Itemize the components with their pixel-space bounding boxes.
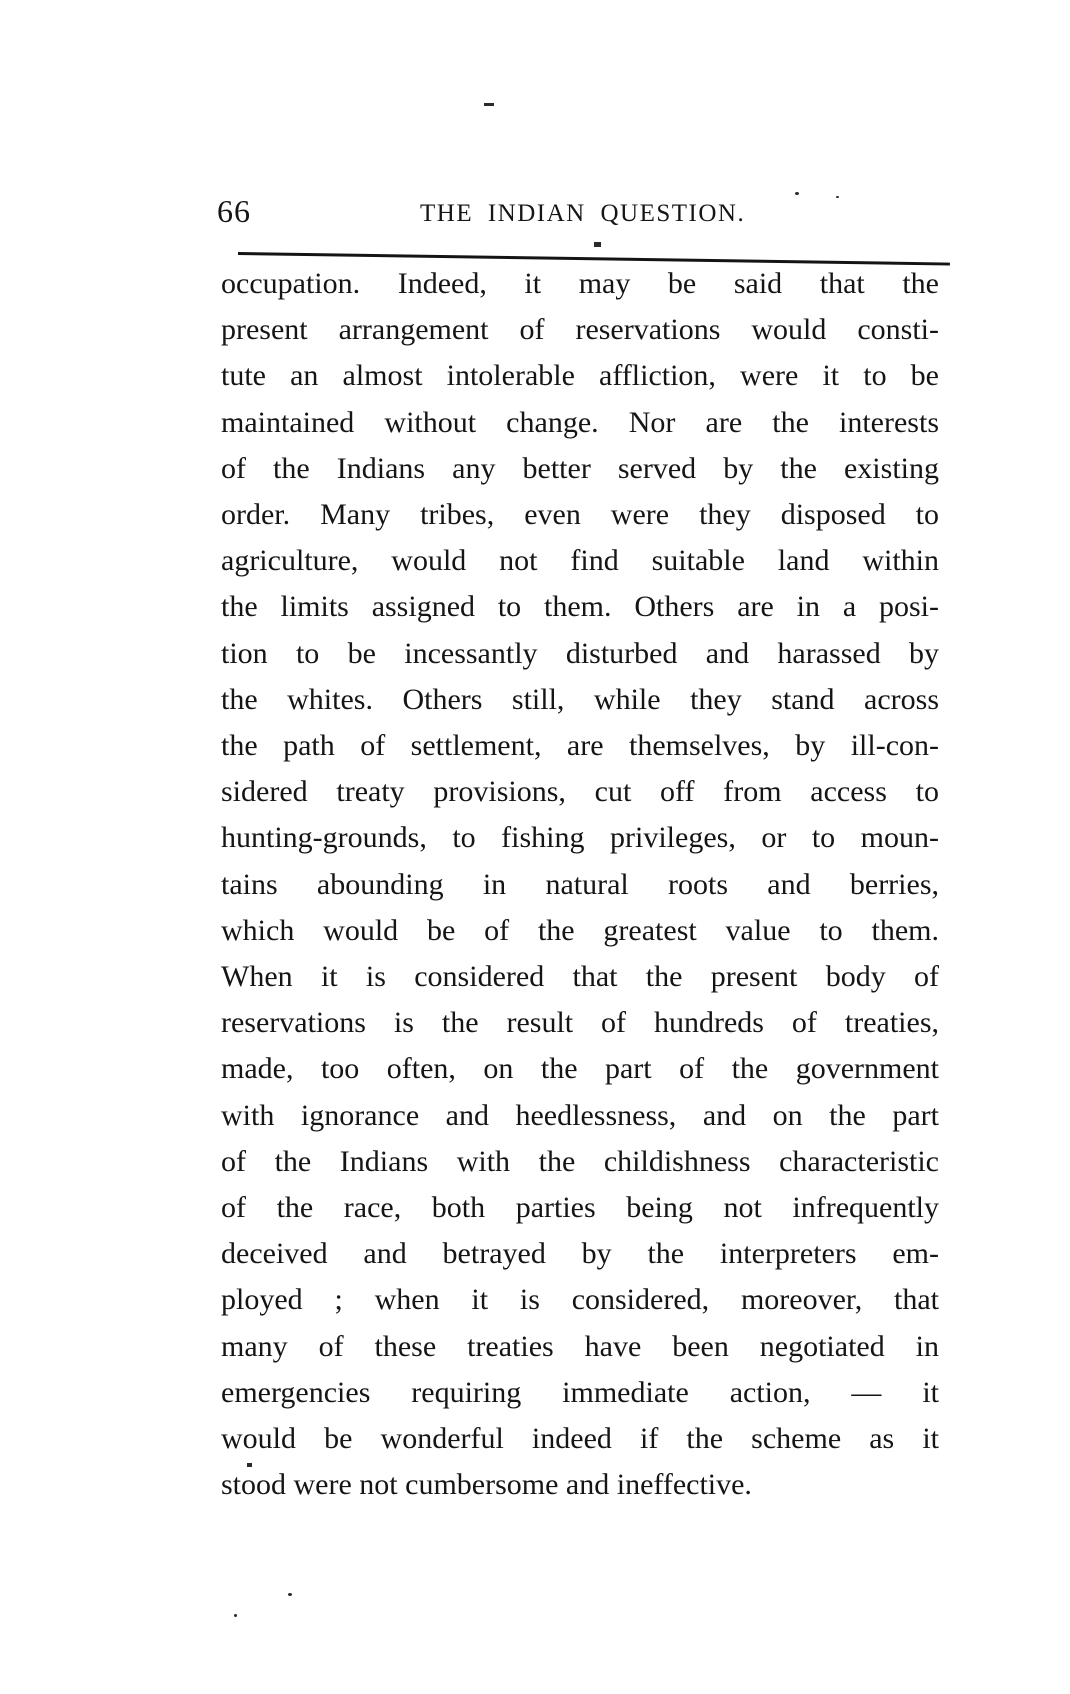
text-line: agriculture, would not find suitable land within [221,544,939,578]
text-line: When it is considered that the present body of [221,960,939,994]
text-line: hunting-grounds, to fishing privileges, or to moun- [221,821,939,855]
text-line: the path of settlement, are themselves, by ill-con- [221,729,939,763]
text-line: many of these treaties have been negotiated in [221,1329,939,1363]
text-line: stood were not cumbersome and ineffective. [221,1468,752,1502]
text-line: tion to be incessantly disturbed and harassed by [221,636,939,670]
running-title: THE INDIAN QUESTION. [420,200,746,227]
scan-speck [836,196,839,198]
text-line: would be wonderful indeed if the scheme as it [221,1422,939,1456]
text-line: with ignorance and heedlessness, and on the part [221,1098,939,1132]
text-line: of the Indians any better served by the existing [221,451,939,485]
page-body [221,261,939,1508]
text-line: of the Indians with the childishness characteristic [221,1144,939,1178]
text-line: occupation. Indeed, it may be said that the [221,267,939,300]
text-line: the whites. Others still, while they stand across [221,682,939,716]
text-line: deceived and betrayed by the interpreters em- [221,1237,939,1271]
text-line: tute an almost intolerable affliction, were it to be [221,359,939,393]
text-line: tains abounding in natural roots and berries, [221,867,939,901]
text-line: emergencies requiring immediate action, — it [221,1375,939,1409]
text-line: present arrangement of reservations would consti- [221,313,939,347]
text-line: of the race, both parties being not infrequently [221,1191,939,1225]
scan-speck [288,1593,292,1596]
text-line: ployed ; when it is considered, moreover, that [221,1283,939,1317]
text-line: the limits assigned to them. Others are in a posi- [221,590,939,624]
scan-speck [484,103,494,106]
scan-speck [795,192,799,195]
text-line: sidered treaty provisions, cut off from access to [221,775,939,809]
text-line: order. Many tribes, even were they disposed to [221,498,939,532]
text-line: maintained without change. Nor are the interests [221,405,939,439]
text-line: made, too often, on the part of the government [221,1052,939,1086]
scan-speck [234,1614,237,1617]
scan-speck [594,242,601,247]
text-line: which would be of the greatest value to them. [221,913,939,947]
scan-speck [247,1463,252,1467]
text-line: reservations is the result of hundreds of treaties, [221,1006,939,1040]
page-number: 66 [217,193,251,229]
